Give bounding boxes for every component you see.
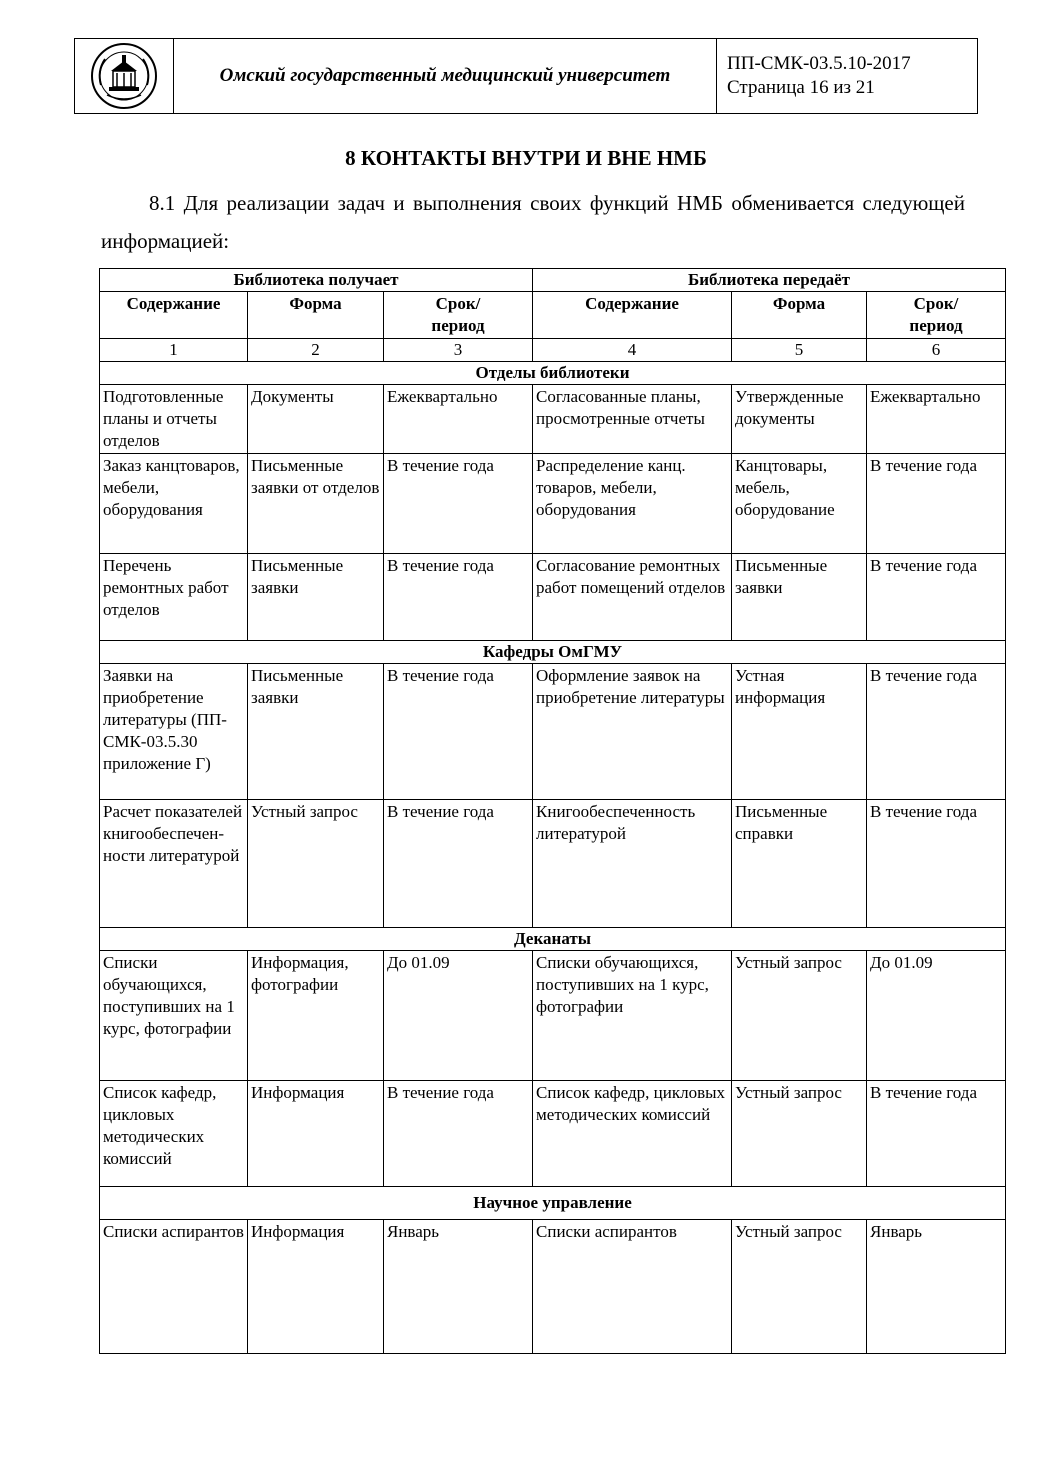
- table-cell: В течение года: [867, 554, 1006, 641]
- table-cell: Январь: [384, 1220, 533, 1354]
- column-number: 4: [533, 339, 732, 362]
- table-cell: Книгообеспеченность литературой: [533, 800, 732, 928]
- table-cell: Списки обучающихся, поступивших на 1 курс, фотографии: [100, 951, 248, 1081]
- university-name: Омский государственный медицинский университет: [174, 39, 717, 114]
- table-row: [100, 554, 1006, 641]
- column-header-term: [867, 292, 1006, 339]
- document-code-cell: [717, 39, 978, 114]
- table-cell: Список кафедр, цикловых методических комиссий: [100, 1081, 248, 1187]
- table-cell: До 01.09: [384, 951, 533, 1081]
- university-seal-icon: [89, 41, 159, 111]
- table-cell: Устный запрос: [732, 1220, 867, 1354]
- table-cell: До 01.09: [867, 951, 1006, 1081]
- table-cell: Подготовленные планы и отчеты отделов: [100, 385, 248, 454]
- table-cell: Расчет показателей книгообеспечен-ности литературой: [100, 800, 248, 928]
- contacts-table: [99, 268, 1006, 1354]
- table-row: [100, 1220, 1006, 1354]
- term-line-1: Срок/: [913, 294, 959, 313]
- page-indicator: Страница 16 из 21: [727, 77, 875, 98]
- table-cell: В течение года: [867, 664, 1006, 800]
- column-header-term: [384, 292, 533, 339]
- table-row: [100, 951, 1006, 1081]
- table-cell: Ежеквартально: [867, 385, 1006, 454]
- table-cell: Ежеквартально: [384, 385, 533, 454]
- table-cell: Письменные заявки: [248, 664, 384, 800]
- logo-cell: [75, 39, 174, 114]
- table-cell: Январь: [867, 1220, 1006, 1354]
- column-header-form: Форма: [248, 292, 384, 339]
- table-row: [100, 1081, 1006, 1187]
- column-number: 5: [732, 339, 867, 362]
- table-cell: В течение года: [384, 1081, 533, 1187]
- table-cell: Согласованные планы, просмотренные отчеты: [533, 385, 732, 454]
- group-header-receives: Библиотека получает: [100, 269, 533, 292]
- table-cell: Утвержденные документы: [732, 385, 867, 454]
- table-cell: Перечень ремонтных работ отделов: [100, 554, 248, 641]
- table-cell: Информация, фотографии: [248, 951, 384, 1081]
- table-cell: Списки аспирантов: [100, 1220, 248, 1354]
- table-cell: Заказ канцтоваров, мебели, оборудования: [100, 454, 248, 554]
- table-cell: Устный запрос: [732, 951, 867, 1081]
- section-header: Деканаты: [100, 928, 1006, 951]
- term-line-2: период: [909, 316, 963, 335]
- document-header: [74, 38, 978, 114]
- table-cell: В течение года: [867, 800, 1006, 928]
- section-header: Отделы библиотеки: [100, 362, 1006, 385]
- table-cell: В течение года: [867, 1081, 1006, 1187]
- table-cell: В течение года: [867, 454, 1006, 554]
- group-header-gives: Библиотека передаёт: [533, 269, 1006, 292]
- table-cell: Списки аспирантов: [533, 1220, 732, 1354]
- column-header-form: Форма: [732, 292, 867, 339]
- table-row: [100, 664, 1006, 800]
- table-row: [100, 454, 1006, 554]
- table-cell: Письменные заявки от отделов: [248, 454, 384, 554]
- column-number: 2: [248, 339, 384, 362]
- table-cell: Оформление заявок на приобретение литературы: [533, 664, 732, 800]
- table-row: [100, 385, 1006, 454]
- section-header: Научное управление: [100, 1187, 1006, 1220]
- table-cell: Устная информация: [732, 664, 867, 800]
- column-number: 1: [100, 339, 248, 362]
- column-number: 6: [867, 339, 1006, 362]
- table-cell: Канцтовары, мебель, оборудование: [732, 454, 867, 554]
- table-cell: Письменные справки: [732, 800, 867, 928]
- column-header-content: Содержание: [533, 292, 732, 339]
- table-cell: В течение года: [384, 800, 533, 928]
- section-title: 8 КОНТАКТЫ ВНУТРИ И ВНЕ НМБ: [345, 146, 707, 170]
- table-cell: Распределение канц. товаров, мебели, оборудования: [533, 454, 732, 554]
- section-header: Кафедры ОмГМУ: [100, 641, 1006, 664]
- table-cell: В течение года: [384, 454, 533, 554]
- table-cell: Информация: [248, 1081, 384, 1187]
- table-cell: Списки обучающихся, поступивших на 1 курс, фотографии: [533, 951, 732, 1081]
- table-cell: Согласование ремонтных работ помещений отделов: [533, 554, 732, 641]
- document-code: ПП-СМК-03.5.10-2017: [727, 53, 911, 74]
- table-cell: В течение года: [384, 664, 533, 800]
- table-cell: В течение года: [384, 554, 533, 641]
- table-cell: Информация: [248, 1220, 384, 1354]
- table-cell: Список кафедр, цикловых методических комиссий: [533, 1081, 732, 1187]
- table-cell: Заявки на приобретение литературы (ПП-СМК-03.5.30 приложение Г): [100, 664, 248, 800]
- table-row: [100, 800, 1006, 928]
- term-line-2: период: [431, 316, 485, 335]
- column-number: 3: [384, 339, 533, 362]
- intro-paragraph: 8.1 Для реализации задач и выполнения своих функций НМБ обменивается следующей информацией:: [101, 191, 965, 253]
- table-cell: Устный запрос: [248, 800, 384, 928]
- table-cell: Письменные заявки: [732, 554, 867, 641]
- column-header-content: Содержание: [100, 292, 248, 339]
- table-cell: Письменные заявки: [248, 554, 384, 641]
- term-line-1: Срок/: [435, 294, 481, 313]
- table-cell: Устный запрос: [732, 1081, 867, 1187]
- table-cell: Документы: [248, 385, 384, 454]
